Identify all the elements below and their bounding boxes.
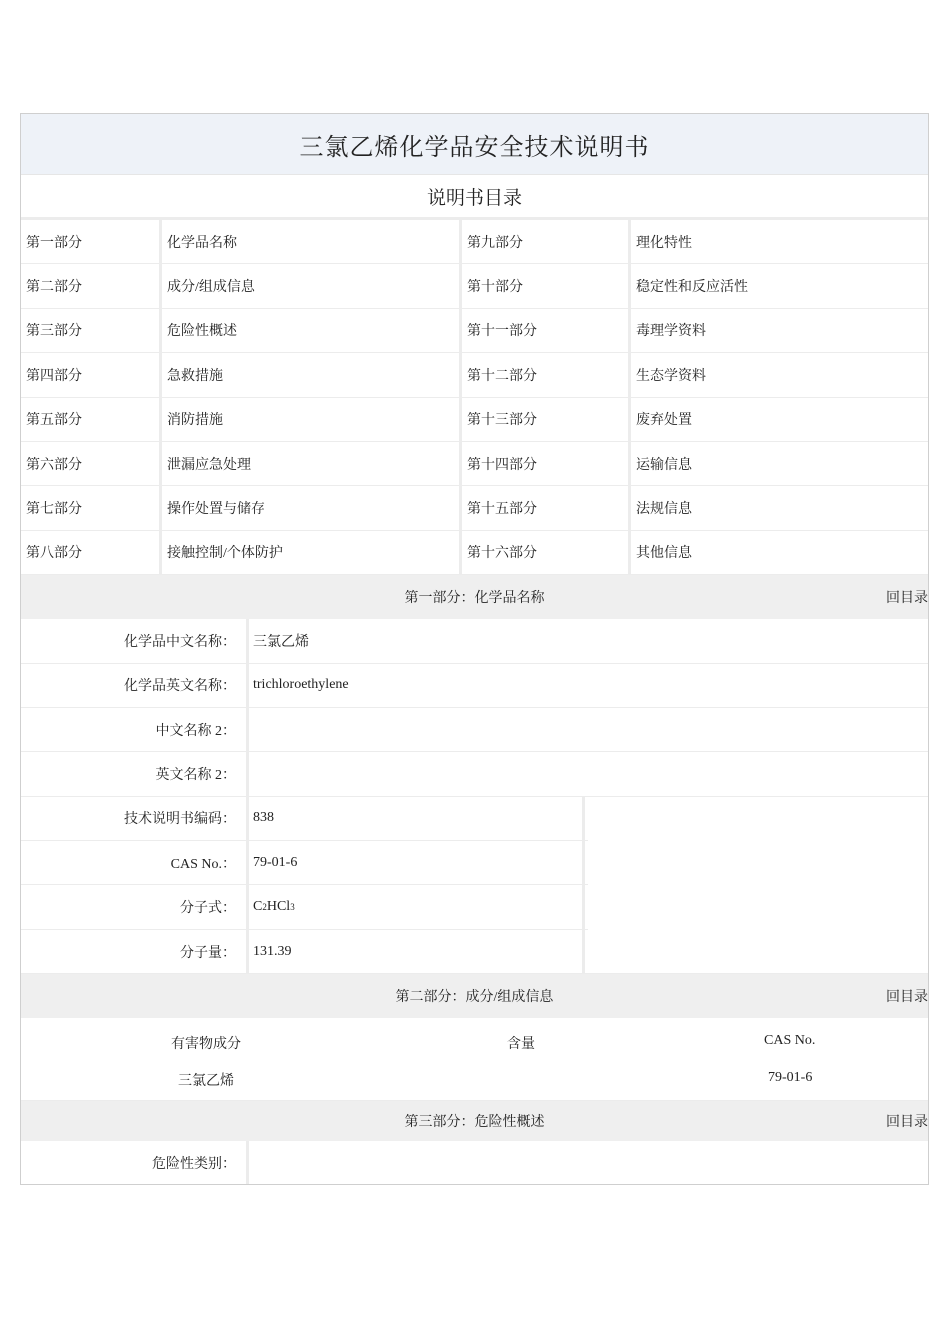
toc-section-link[interactable]: 化学品名称 [162,220,462,263]
section1-header [21,575,928,619]
toc-part-link[interactable]: 第十部分 [462,264,631,307]
field-row [21,708,928,752]
toc-part-link[interactable]: 第三部分 [21,309,162,352]
toc-part-link[interactable]: 第八部分 [21,531,162,574]
formula-part: HCl [266,899,291,915]
toc-part-link[interactable]: 第一部分 [21,220,162,263]
field-row [21,841,588,885]
toc-section-link[interactable]: 危险性概述 [162,309,462,352]
document-title: 三氯乙烯化学品安全技术说明书 [21,114,928,175]
field-row [21,619,928,663]
field-value [249,708,928,751]
toc-row [21,220,928,264]
field-value: trichloroethylene [253,677,349,693]
toc-section-link[interactable]: 稳定性和反应活性 [636,280,748,296]
toc-part-link[interactable]: 第十三部分 [462,398,631,441]
composition-table [21,1018,928,1101]
toc-part-link[interactable]: 第六部分 [21,442,162,485]
field-label: 英文名称 2： [21,752,249,795]
molecular-formula [249,885,585,928]
structure-image-area [588,797,928,975]
section3-title: 第三部分：危险性概述 [404,1115,545,1131]
identity-block [21,797,928,975]
toc-part-link[interactable]: 第二部分 [21,264,162,307]
field-label: 化学品中文名称： [21,619,249,662]
toc-row [21,486,928,530]
field-value: 131.39 [249,930,585,973]
toc-section-link[interactable]: 废弃处置 [636,413,692,429]
toc-row [21,531,928,575]
toc-heading: 说明书目录 [21,175,928,220]
column-header-ingredient: 有害物成分 [171,1037,241,1053]
field-row [21,1141,928,1185]
toc-section-link[interactable]: 消防措施 [162,398,462,441]
toc-section-link[interactable]: 毒理学资料 [636,324,706,340]
section2-header [21,974,928,1018]
toc-part-link[interactable]: 第五部分 [21,398,162,441]
toc-part-link[interactable]: 第十四部分 [462,442,631,485]
toc-section-link[interactable]: 生态学资料 [636,368,706,384]
field-row [21,930,588,974]
toc-part-link[interactable]: 第九部分 [462,220,631,263]
toc-row [21,353,928,397]
toc-section-link[interactable]: 法规信息 [636,502,692,518]
field-label: 分子式： [21,885,249,928]
formula-part: C [253,899,263,915]
field-row [21,885,588,929]
field-label: 技术说明书编码： [21,797,249,840]
toc-row [21,309,928,353]
toc-section-link[interactable]: 泄漏应急处理 [162,442,462,485]
msds-document [20,113,929,1185]
toc-row [21,398,928,442]
toc-part-link[interactable]: 第十五部分 [462,486,631,529]
column-header-content: 含量 [507,1037,535,1053]
field-value: 79-01-6 [249,841,585,884]
field-label: CAS No.： [21,841,249,884]
column-header-cas: CAS No. [764,1033,816,1049]
toc-section-link[interactable]: 操作处置与储存 [162,486,462,529]
toc-section-link[interactable]: 理化特性 [636,235,692,251]
field-value [249,752,928,795]
field-row [21,797,588,841]
toc-section-link[interactable]: 接触控制/个体防护 [162,531,462,574]
toc-section-link[interactable]: 其他信息 [636,546,692,562]
field-label: 分子量： [21,930,249,973]
section1-title: 第一部分：化学品名称 [404,591,545,607]
ingredient-cas: 79-01-6 [768,1070,813,1086]
toc-row [21,264,928,308]
toc-section-link[interactable]: 急救措施 [162,353,462,396]
toc-part-link[interactable]: 第十一部分 [462,309,631,352]
section2-title: 第二部分：成分/组成信息 [395,990,554,1006]
field-label: 危险性类别： [21,1141,249,1185]
back-to-toc-link[interactable]: 回目录 [886,1115,928,1131]
field-label: 中文名称 2： [21,708,249,751]
toc-row [21,442,928,486]
field-label: 化学品英文名称： [21,664,249,707]
back-to-toc-link[interactable]: 回目录 [886,591,928,607]
field-value: 838 [249,797,585,840]
field-row [21,664,928,708]
toc-section-link[interactable]: 运输信息 [636,457,692,473]
toc-part-link[interactable]: 第四部分 [21,353,162,396]
back-to-toc-link[interactable]: 回目录 [886,990,928,1006]
toc-part-link[interactable]: 第十二部分 [462,353,631,396]
section3-header [21,1101,928,1141]
table-of-contents [21,220,928,575]
toc-part-link[interactable]: 第七部分 [21,486,162,529]
field-value [249,1141,928,1185]
field-value: 三氯乙烯 [253,634,309,650]
toc-section-link[interactable]: 成分/组成信息 [162,264,462,307]
formula-subscript: 2 [262,902,267,913]
formula-subscript: 3 [290,902,295,913]
ingredient-name: 三氯乙烯 [178,1074,234,1090]
toc-part-link[interactable]: 第十六部分 [462,531,631,574]
field-row [21,752,928,796]
